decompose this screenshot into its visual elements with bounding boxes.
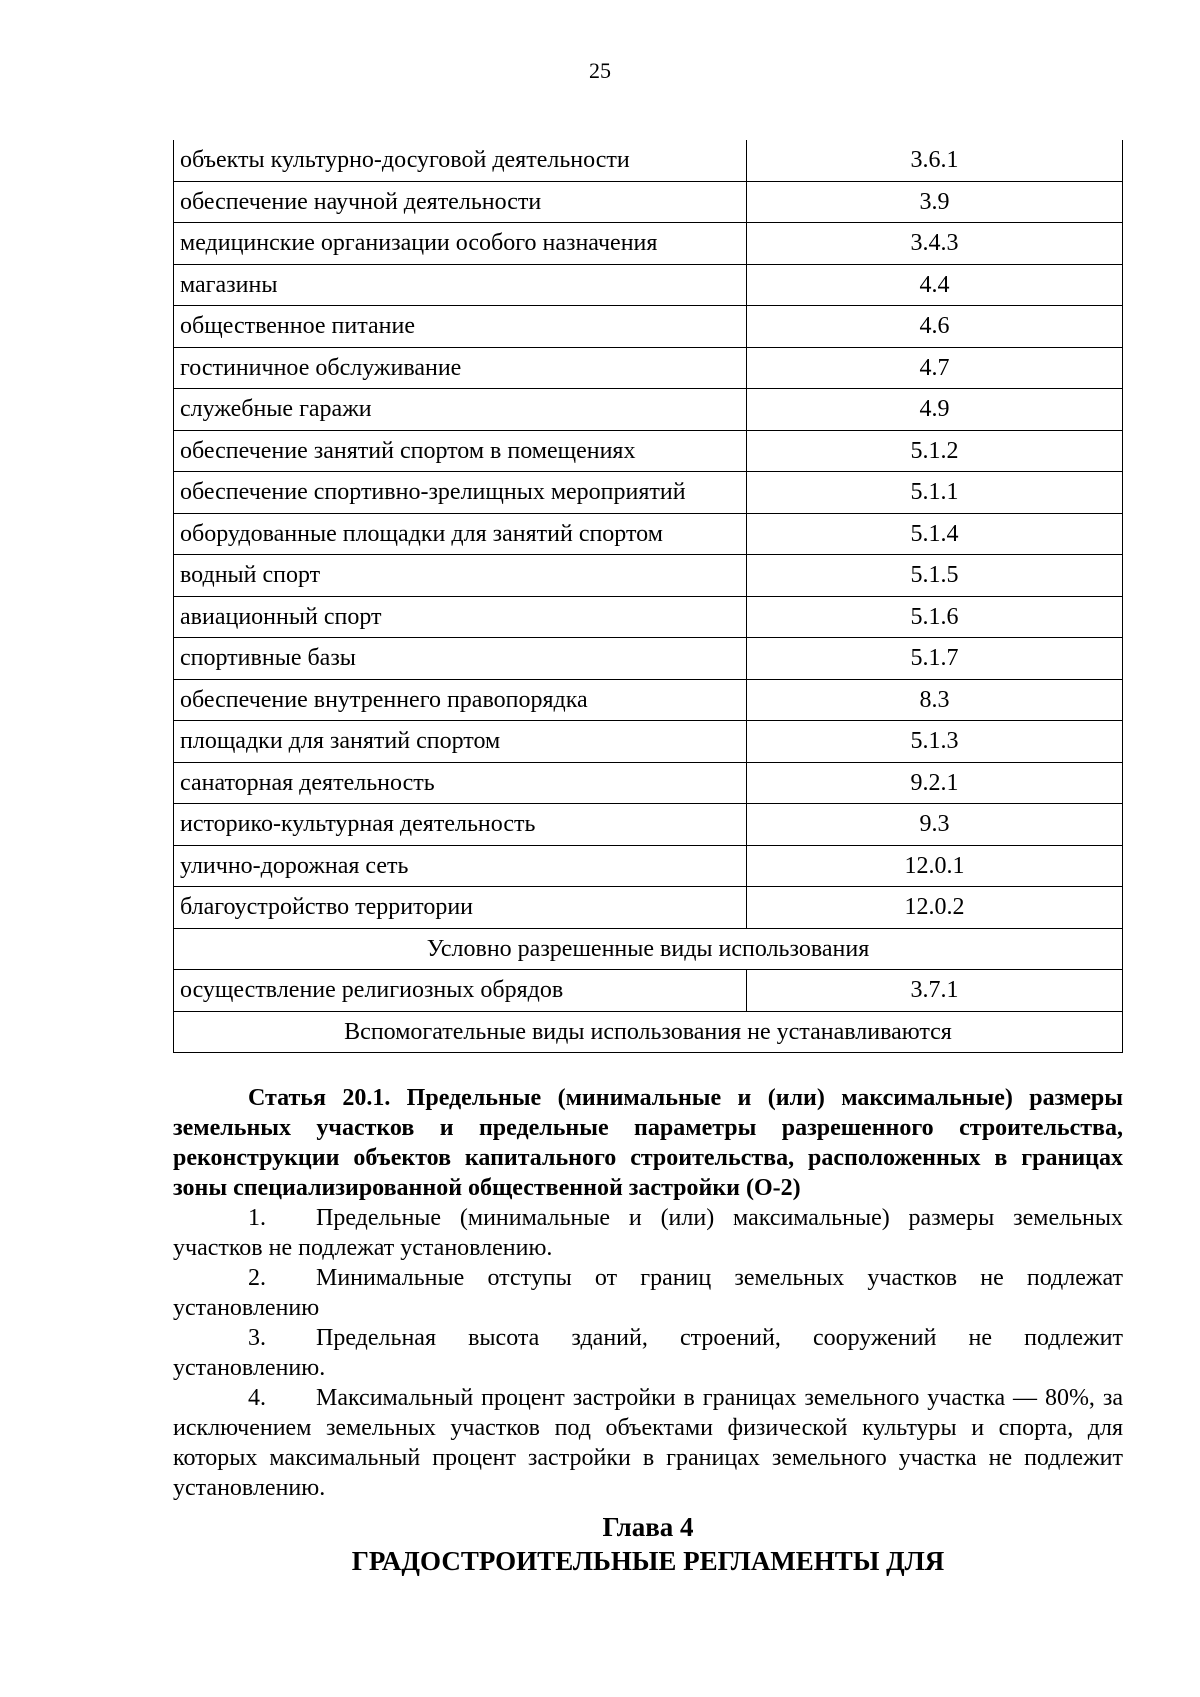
article-items (173, 1203, 1123, 1503)
use-name-cell: медицинские организации особого назначения (174, 223, 747, 265)
table-row (174, 513, 1123, 555)
use-name-cell: санаторная деятельность (174, 762, 747, 804)
use-name-cell: оборудованные площадки для занятий спортом (174, 513, 747, 555)
use-code-cell: 3.9 (747, 181, 1123, 223)
use-code-cell: 4.4 (747, 264, 1123, 306)
use-code-cell: 5.1.6 (747, 596, 1123, 638)
table-row (174, 347, 1123, 389)
table-row (174, 264, 1123, 306)
table-row (174, 306, 1123, 348)
table-row (174, 845, 1123, 887)
use-code-cell: 3.4.3 (747, 223, 1123, 265)
use-name-cell: обеспечение спортивно-зрелищных мероприятий (174, 472, 747, 514)
use-name-cell: гостиничное обслуживание (174, 347, 747, 389)
use-name-cell: площадки для занятий спортом (174, 721, 747, 763)
table-row (174, 638, 1123, 680)
table-row (174, 140, 1123, 181)
use-code-cell: 4.6 (747, 306, 1123, 348)
use-code-cell: 8.3 (747, 679, 1123, 721)
item-number: 1. (248, 1205, 266, 1231)
use-code-cell: 5.1.1 (747, 472, 1123, 514)
item-text: Предельные (минимальные и (или) максимальные) размеры земельных участков не подлежат установлению. (173, 1205, 1123, 1261)
item-text: Минимальные отступы от границ земельных участков не подлежат установлению (173, 1265, 1123, 1321)
use-name-cell: благоустройство территории (174, 887, 747, 929)
use-code-cell: 12.0.1 (747, 845, 1123, 887)
chapter-title: ГРАДОСТРОИТЕЛЬНЫЕ РЕГЛАМЕНТЫ ДЛЯ (351, 1546, 945, 1576)
table-row (174, 555, 1123, 597)
article-item (173, 1383, 1123, 1503)
use-code-cell: 9.2.1 (747, 762, 1123, 804)
item-text: Предельная высота зданий, строений, сооружений не подлежит установлению. (173, 1325, 1123, 1381)
use-name-cell: осуществление религиозных обрядов (174, 970, 747, 1012)
use-code-cell: 3.6.1 (747, 140, 1123, 181)
use-name-cell: обеспечение внутреннего правопорядка (174, 679, 747, 721)
item-text: Максимальный процент застройки в границах земельного участка — 80%, за исключением земельных участков под объектами физической культуры и спорта, для которых максимальный процент застройки в границах земельного участка не подлежит установлению. (173, 1385, 1123, 1501)
use-code-cell: 5.1.7 (747, 638, 1123, 680)
table-row (174, 762, 1123, 804)
article-20-1 (173, 1083, 1123, 1503)
use-code-cell: 9.3 (747, 804, 1123, 846)
table-row (174, 679, 1123, 721)
page-number: 25 (589, 58, 611, 83)
article-item (173, 1203, 1123, 1263)
article-item (173, 1323, 1123, 1383)
auxiliary-uses-note-row (174, 1011, 1123, 1053)
table-row (174, 596, 1123, 638)
auxiliary-uses-note: Вспомогательные виды использования не устанавливаются (174, 1011, 1123, 1053)
chapter-label: Глава 4 (602, 1512, 694, 1542)
article-title: Статья 20.1. Предельные (минимальные и (или) максимальные) размеры земельных участков и предельные параметры разрешенного строительства, реконструкции объектов капитального строительства, расположенных в границах зоны специализированной общественной застройки (О-2) (173, 1085, 1123, 1201)
table-row (174, 887, 1123, 929)
use-name-cell: авиационный спорт (174, 596, 747, 638)
use-code-cell: 4.7 (747, 347, 1123, 389)
table-row (174, 181, 1123, 223)
table-row (174, 223, 1123, 265)
table-body (174, 140, 1123, 1053)
table-row (174, 389, 1123, 431)
item-number: 4. (248, 1385, 266, 1411)
conditional-uses-header-row (174, 928, 1123, 970)
use-name-cell: улично-дорожная сеть (174, 845, 747, 887)
use-code-cell: 3.7.1 (747, 970, 1123, 1012)
use-code-cell: 5.1.4 (747, 513, 1123, 555)
use-code-cell: 4.9 (747, 389, 1123, 431)
use-name-cell: обеспечение занятий спортом в помещениях (174, 430, 747, 472)
table-row (174, 430, 1123, 472)
use-code-cell: 12.0.2 (747, 887, 1123, 929)
use-code-cell: 5.1.5 (747, 555, 1123, 597)
item-number: 2. (248, 1265, 266, 1291)
use-code-cell: 5.1.3 (747, 721, 1123, 763)
use-name-cell: магазины (174, 264, 747, 306)
table-row (174, 472, 1123, 514)
use-code-cell: 5.1.2 (747, 430, 1123, 472)
use-name-cell: водный спорт (174, 555, 747, 597)
use-name-cell: спортивные базы (174, 638, 747, 680)
use-name-cell: общественное питание (174, 306, 747, 348)
use-name-cell: обеспечение научной деятельности (174, 181, 747, 223)
use-name-cell: историко-культурная деятельность (174, 804, 747, 846)
item-number: 3. (248, 1325, 266, 1351)
conditional-uses-header: Условно разрешенные виды использования (174, 928, 1123, 970)
table-row (174, 721, 1123, 763)
table-row (174, 804, 1123, 846)
article-item (173, 1263, 1123, 1323)
use-name-cell: объекты культурно-досуговой деятельности (174, 140, 747, 181)
chapter-heading (173, 1510, 1123, 1578)
land-use-table (173, 140, 1123, 1053)
use-name-cell: служебные гаражи (174, 389, 747, 431)
table-row (174, 970, 1123, 1012)
